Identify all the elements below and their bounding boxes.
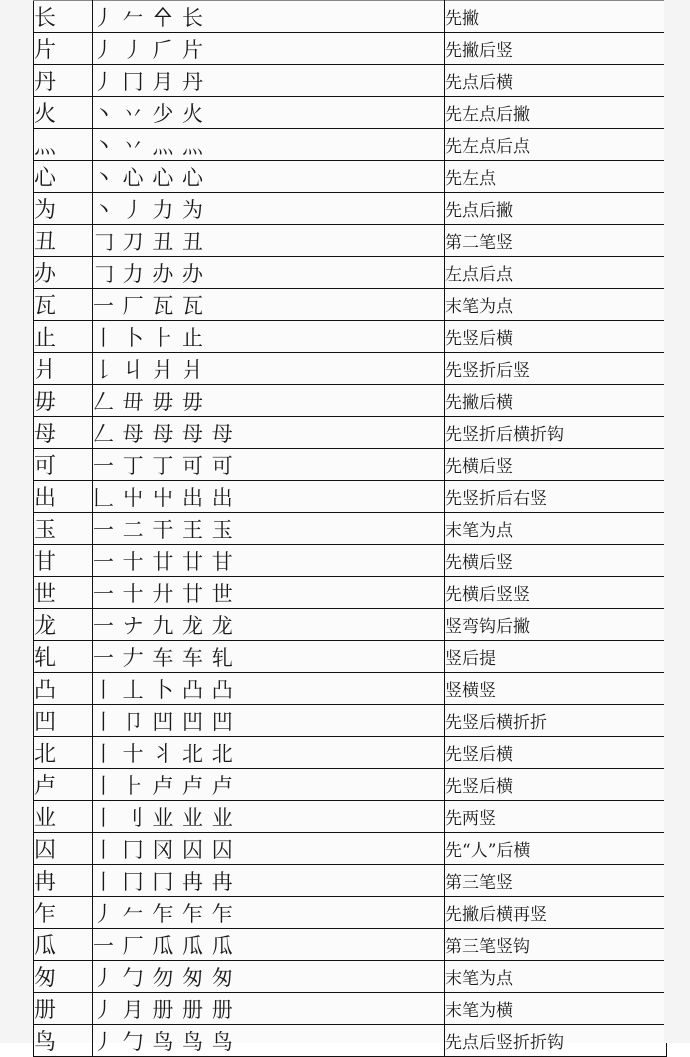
stroke-sequence-cell: 丨 卩 凹 凹 凹 bbox=[93, 705, 445, 737]
stroke-sequence-cell: 𠃊 屮 屮 出 出 bbox=[93, 481, 445, 513]
table-row bbox=[34, 897, 667, 929]
stroke-order-table-body bbox=[34, 1, 667, 1057]
character-cell: 丹 bbox=[34, 65, 93, 97]
table-row bbox=[34, 417, 667, 449]
stroke-rule-cell: 先撇后竖 bbox=[445, 33, 667, 65]
stroke-sequence-cell: 一 十 廿 廿 甘 bbox=[93, 545, 445, 577]
character-cell: 囚 bbox=[34, 833, 93, 865]
stroke-rule-cell: 先竖后横 bbox=[445, 769, 667, 801]
character-cell: 冉 bbox=[34, 865, 93, 897]
character-cell: 世 bbox=[34, 577, 93, 609]
stroke-rule-cell: 先竖折后横折钩 bbox=[445, 417, 667, 449]
stroke-rule-cell: 先竖折后竖 bbox=[445, 353, 667, 385]
character-cell: 玉 bbox=[34, 513, 93, 545]
stroke-sequence-cell: 丶 丿 力 为 bbox=[93, 193, 445, 225]
character-cell: 片 bbox=[34, 33, 93, 65]
table-row bbox=[34, 865, 667, 897]
stroke-rule-cell: 第三笔竖钩 bbox=[445, 929, 667, 961]
table-row bbox=[34, 961, 667, 993]
stroke-sequence-cell: 𠃌 力 办 办 bbox=[93, 257, 445, 289]
table-row bbox=[34, 545, 667, 577]
character-cell: 乍 bbox=[34, 897, 93, 929]
stroke-rule-cell: 先“人”后横 bbox=[445, 833, 667, 865]
character-cell: 出 bbox=[34, 481, 93, 513]
stroke-rule-cell: 先竖后横 bbox=[445, 737, 667, 769]
character-cell: 毋 bbox=[34, 385, 93, 417]
character-cell: 办 bbox=[34, 257, 93, 289]
stroke-sequence-cell: 丿 𠂉 乍 乍 乍 bbox=[93, 897, 445, 929]
character-cell: 鸟 bbox=[34, 1025, 93, 1057]
stroke-sequence-cell: 𠄌 丩 爿 爿 bbox=[93, 353, 445, 385]
table-row bbox=[34, 257, 667, 289]
stroke-order-table bbox=[33, 0, 667, 1057]
stroke-rule-cell: 末笔为点 bbox=[445, 513, 667, 545]
stroke-rule-cell: 末笔为点 bbox=[445, 961, 667, 993]
stroke-rule-cell: 先左点 bbox=[445, 161, 667, 193]
character-cell: 匆 bbox=[34, 961, 93, 993]
stroke-rule-cell: 先两竖 bbox=[445, 801, 667, 833]
stroke-sequence-cell: 丨 卜 ⺊ 止 bbox=[93, 321, 445, 353]
stroke-sequence-cell: 丿 𠂉 㐃 长 bbox=[93, 1, 445, 33]
stroke-rule-cell: 先左点后撇 bbox=[445, 97, 667, 129]
character-cell: 业 bbox=[34, 801, 93, 833]
stroke-rule-cell: 先竖后横折折 bbox=[445, 705, 667, 737]
stroke-rule-cell: 末笔为点 bbox=[445, 289, 667, 321]
stroke-sequence-cell: 𠃋 母 母 母 母 bbox=[93, 417, 445, 449]
table-row bbox=[34, 289, 667, 321]
stroke-sequence-cell: 丿 冂 月 丹 bbox=[93, 65, 445, 97]
character-cell: 瓜 bbox=[34, 929, 93, 961]
table-row bbox=[34, 513, 667, 545]
stroke-sequence-cell: 一 丁 丁 可 可 bbox=[93, 449, 445, 481]
table-row bbox=[34, 97, 667, 129]
table-row bbox=[34, 673, 667, 705]
table-row bbox=[34, 801, 667, 833]
stroke-sequence-cell: 丨 冂 冈 囚 囚 bbox=[93, 833, 445, 865]
character-cell: 止 bbox=[34, 321, 93, 353]
stroke-sequence-cell: 丿 勹 鸟 鸟 鸟 bbox=[93, 1025, 445, 1057]
table-row bbox=[34, 33, 667, 65]
table-row bbox=[34, 1025, 667, 1057]
stroke-sequence-cell: 丿 丿 𠂆 片 bbox=[93, 33, 445, 65]
table-row bbox=[34, 321, 667, 353]
stroke-sequence-cell: 一 厂 瓦 瓦 bbox=[93, 289, 445, 321]
character-cell: 可 bbox=[34, 449, 93, 481]
table-row bbox=[34, 65, 667, 97]
table-row bbox=[34, 993, 667, 1025]
table-row bbox=[34, 577, 667, 609]
stroke-sequence-cell: 一 𠂇 车 车 轧 bbox=[93, 641, 445, 673]
stroke-rule-cell: 先点后竖折折钩 bbox=[445, 1025, 667, 1057]
table-row bbox=[34, 129, 667, 161]
stroke-sequence-cell: 丿 勹 勿 匆 匆 bbox=[93, 961, 445, 993]
table-row bbox=[34, 385, 667, 417]
stroke-rule-cell: 第二笔竖 bbox=[445, 225, 667, 257]
stroke-rule-cell: 第三笔竖 bbox=[445, 865, 667, 897]
table-row bbox=[34, 1, 667, 33]
stroke-rule-cell: 先点后撇 bbox=[445, 193, 667, 225]
stroke-sequence-cell: 一 十 廾 廿 世 bbox=[93, 577, 445, 609]
table-row bbox=[34, 225, 667, 257]
stroke-sequence-cell: 一 二 干 王 玉 bbox=[93, 513, 445, 545]
character-cell: 母 bbox=[34, 417, 93, 449]
stroke-sequence-cell: 𠃌 刀 丑 丑 bbox=[93, 225, 445, 257]
stroke-sequence-cell: 丨 冂 冂 冉 冉 bbox=[93, 865, 445, 897]
table-row bbox=[34, 609, 667, 641]
table-row bbox=[34, 769, 667, 801]
stroke-rule-cell: 竖弯钩后撇 bbox=[445, 609, 667, 641]
table-row bbox=[34, 481, 667, 513]
character-cell: 北 bbox=[34, 737, 93, 769]
stroke-rule-cell: 先撇后横再竖 bbox=[445, 897, 667, 929]
table-row bbox=[34, 161, 667, 193]
stroke-rule-cell: 先横后竖竖 bbox=[445, 577, 667, 609]
stroke-rule-cell: 先撇后横 bbox=[445, 385, 667, 417]
stroke-rule-cell: 先点后横 bbox=[445, 65, 667, 97]
stroke-sequence-cell: 一 厂 瓜 瓜 瓜 bbox=[93, 929, 445, 961]
character-cell: 甘 bbox=[34, 545, 93, 577]
table-row bbox=[34, 737, 667, 769]
right-margin bbox=[664, 0, 690, 1043]
stroke-sequence-cell: 丶 心 心 心 bbox=[93, 161, 445, 193]
stroke-rule-cell: 竖后提 bbox=[445, 641, 667, 673]
character-cell: 凹 bbox=[34, 705, 93, 737]
stroke-sequence-cell: 一 ナ 九 龙 龙 bbox=[93, 609, 445, 641]
character-cell: 册 bbox=[34, 993, 93, 1025]
character-cell: 心 bbox=[34, 161, 93, 193]
stroke-rule-cell: 先竖折后右竖 bbox=[445, 481, 667, 513]
stroke-sequence-cell: 丿 月 册 册 册 bbox=[93, 993, 445, 1025]
stroke-rule-cell: 竖横竖 bbox=[445, 673, 667, 705]
table-row bbox=[34, 641, 667, 673]
character-cell: 轧 bbox=[34, 641, 93, 673]
stroke-sequence-cell: 丨 十 丬 北 北 bbox=[93, 737, 445, 769]
table-row bbox=[34, 353, 667, 385]
character-cell: 灬 bbox=[34, 129, 93, 161]
stroke-sequence-cell: 丨 ⺊ 卢 卢 卢 bbox=[93, 769, 445, 801]
stroke-rule-cell: 先撇 bbox=[445, 1, 667, 33]
stroke-sequence-cell: 丨 刂 业 业 业 bbox=[93, 801, 445, 833]
stroke-rule-cell: 先竖后横 bbox=[445, 321, 667, 353]
stroke-rule-cell: 左点后点 bbox=[445, 257, 667, 289]
character-cell: 卢 bbox=[34, 769, 93, 801]
left-margin bbox=[0, 0, 33, 1043]
stroke-rule-cell: 末笔为横 bbox=[445, 993, 667, 1025]
stroke-rule-cell: 先左点后点 bbox=[445, 129, 667, 161]
character-cell: 龙 bbox=[34, 609, 93, 641]
character-cell: 长 bbox=[34, 1, 93, 33]
stroke-sequence-cell: 𠃋 毌 毋 毋 bbox=[93, 385, 445, 417]
table-row bbox=[34, 705, 667, 737]
character-cell: 为 bbox=[34, 193, 93, 225]
table-row bbox=[34, 193, 667, 225]
character-cell: 爿 bbox=[34, 353, 93, 385]
table-row bbox=[34, 449, 667, 481]
character-cell: 瓦 bbox=[34, 289, 93, 321]
stroke-rule-cell: 先横后竖 bbox=[445, 545, 667, 577]
table-row bbox=[34, 833, 667, 865]
character-cell: 凸 bbox=[34, 673, 93, 705]
table-row bbox=[34, 929, 667, 961]
stroke-sequence-cell: 丨 丄 卜 凸 凸 bbox=[93, 673, 445, 705]
stroke-sequence-cell: 丶 丷 灬 灬 bbox=[93, 129, 445, 161]
stroke-rule-cell: 先横后竖 bbox=[445, 449, 667, 481]
stroke-sequence-cell: 丶 丷 少 火 bbox=[93, 97, 445, 129]
character-cell: 丑 bbox=[34, 225, 93, 257]
character-cell: 火 bbox=[34, 97, 93, 129]
